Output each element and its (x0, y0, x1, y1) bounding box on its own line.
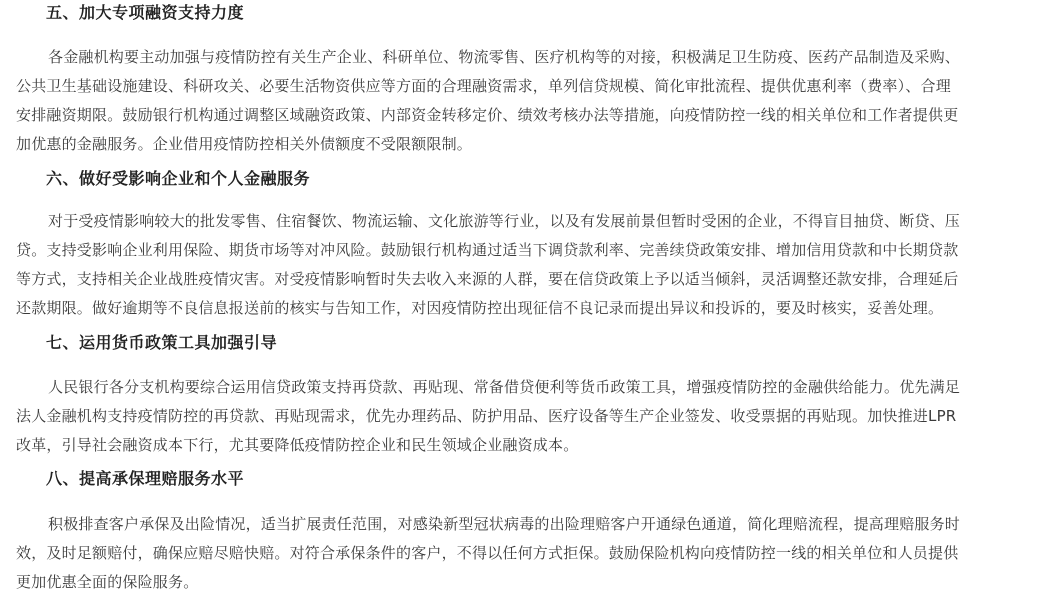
section-heading-6: 六、做好受影响企业和个人金融服务 (46, 169, 311, 188)
section-heading-8: 八、提高承保理赔服务水平 (46, 469, 245, 488)
section-paragraph-5 (16, 43, 1026, 159)
paragraph-line: 人民银行各分支机构要综合运用信贷政策支持再贷款、再贴现、常备借贷便利等货币政策工具，增强疫情防控的金融供给能力。优先满足 (48, 378, 961, 396)
section-heading-7: 七、运用货币政策工具加强引导 (46, 333, 278, 352)
section-paragraph-6 (16, 207, 1026, 323)
section-paragraph-8 (16, 510, 1026, 597)
paragraph-line: 加优惠的金融服务。企业借用疫情防控相关外债额度不受限额限制。 (16, 135, 473, 153)
paragraph-line: 效，及时足额赔付，确保应赔尽赔快赔。对符合承保条件的客户，不得以任何方式拒保。鼓励保险机构向疫情防控一线的相关单位和人员提供 (16, 544, 959, 562)
paragraph-line: 等方式，支持相关企业战胜疫情灾害。对受疫情影响暂时失去收入来源的人群，要在信贷政策上予以适当倾斜，灵活调整还款安排，合理延后 (16, 270, 959, 288)
paragraph-line: 改革，引导社会融资成本下行，尤其要降低疫情防控企业和民生领域企业融资成本。 (16, 436, 579, 454)
paragraph-line: 各金融机构要主动加强与疫情防控有关生产企业、科研单位、物流零售、医疗机构等的对接，积极满足卫生防疫、医药产品制造及采购、 (48, 48, 961, 66)
paragraph-line: 对于受疫情影响较大的批发零售、住宿餐饮、物流运输、文化旅游等行业，以及有发展前景但暂时受困的企业，不得盲目抽贷、断贷、压 (48, 212, 961, 230)
paragraph-line: 还款期限。做好逾期等不良信息报送前的核实与告知工作，对因疫情防控出现征信不良记录而提出异议和投诉的，要及时核实，妥善处理。 (16, 299, 944, 317)
section-paragraph-7 (16, 373, 1026, 460)
paragraph-line: 公共卫生基础设施建设、科研攻关、必要生活物资供应等方面的合理融资需求，单列信贷规模、简化审批流程、提供优惠利率（费率）、合理 (16, 77, 951, 95)
paragraph-line: 积极排查客户承保及出险情况，适当扩展责任范围，对感染新型冠状病毒的出险理赔客户开通绿色通道，简化理赔流程，提高理赔服务时 (48, 515, 961, 533)
paragraph-line: 安排融资期限。鼓励银行机构通过调整区域融资政策、内部资金转移定价、绩效考核办法等措施，向疫情防控一线的相关单位和工作者提供更 (16, 106, 959, 124)
paragraph-line: 法人金融机构支持疫情防控的再贷款、再贴现需求，优先办理药品、防护用品、医疗设备等生产企业签发、收受票据的再贴现。加快推进LPR (16, 407, 957, 425)
paragraph-line: 更加优惠全面的保险服务。 (16, 573, 199, 591)
paragraph-line: 贷。支持受影响企业利用保险、期货市场等对冲风险。鼓励银行机构通过适当下调贷款利率、完善续贷政策安排、增加信用贷款和中长期贷款 (16, 241, 959, 259)
section-heading-5: 五、加大专项融资支持力度 (46, 3, 245, 22)
